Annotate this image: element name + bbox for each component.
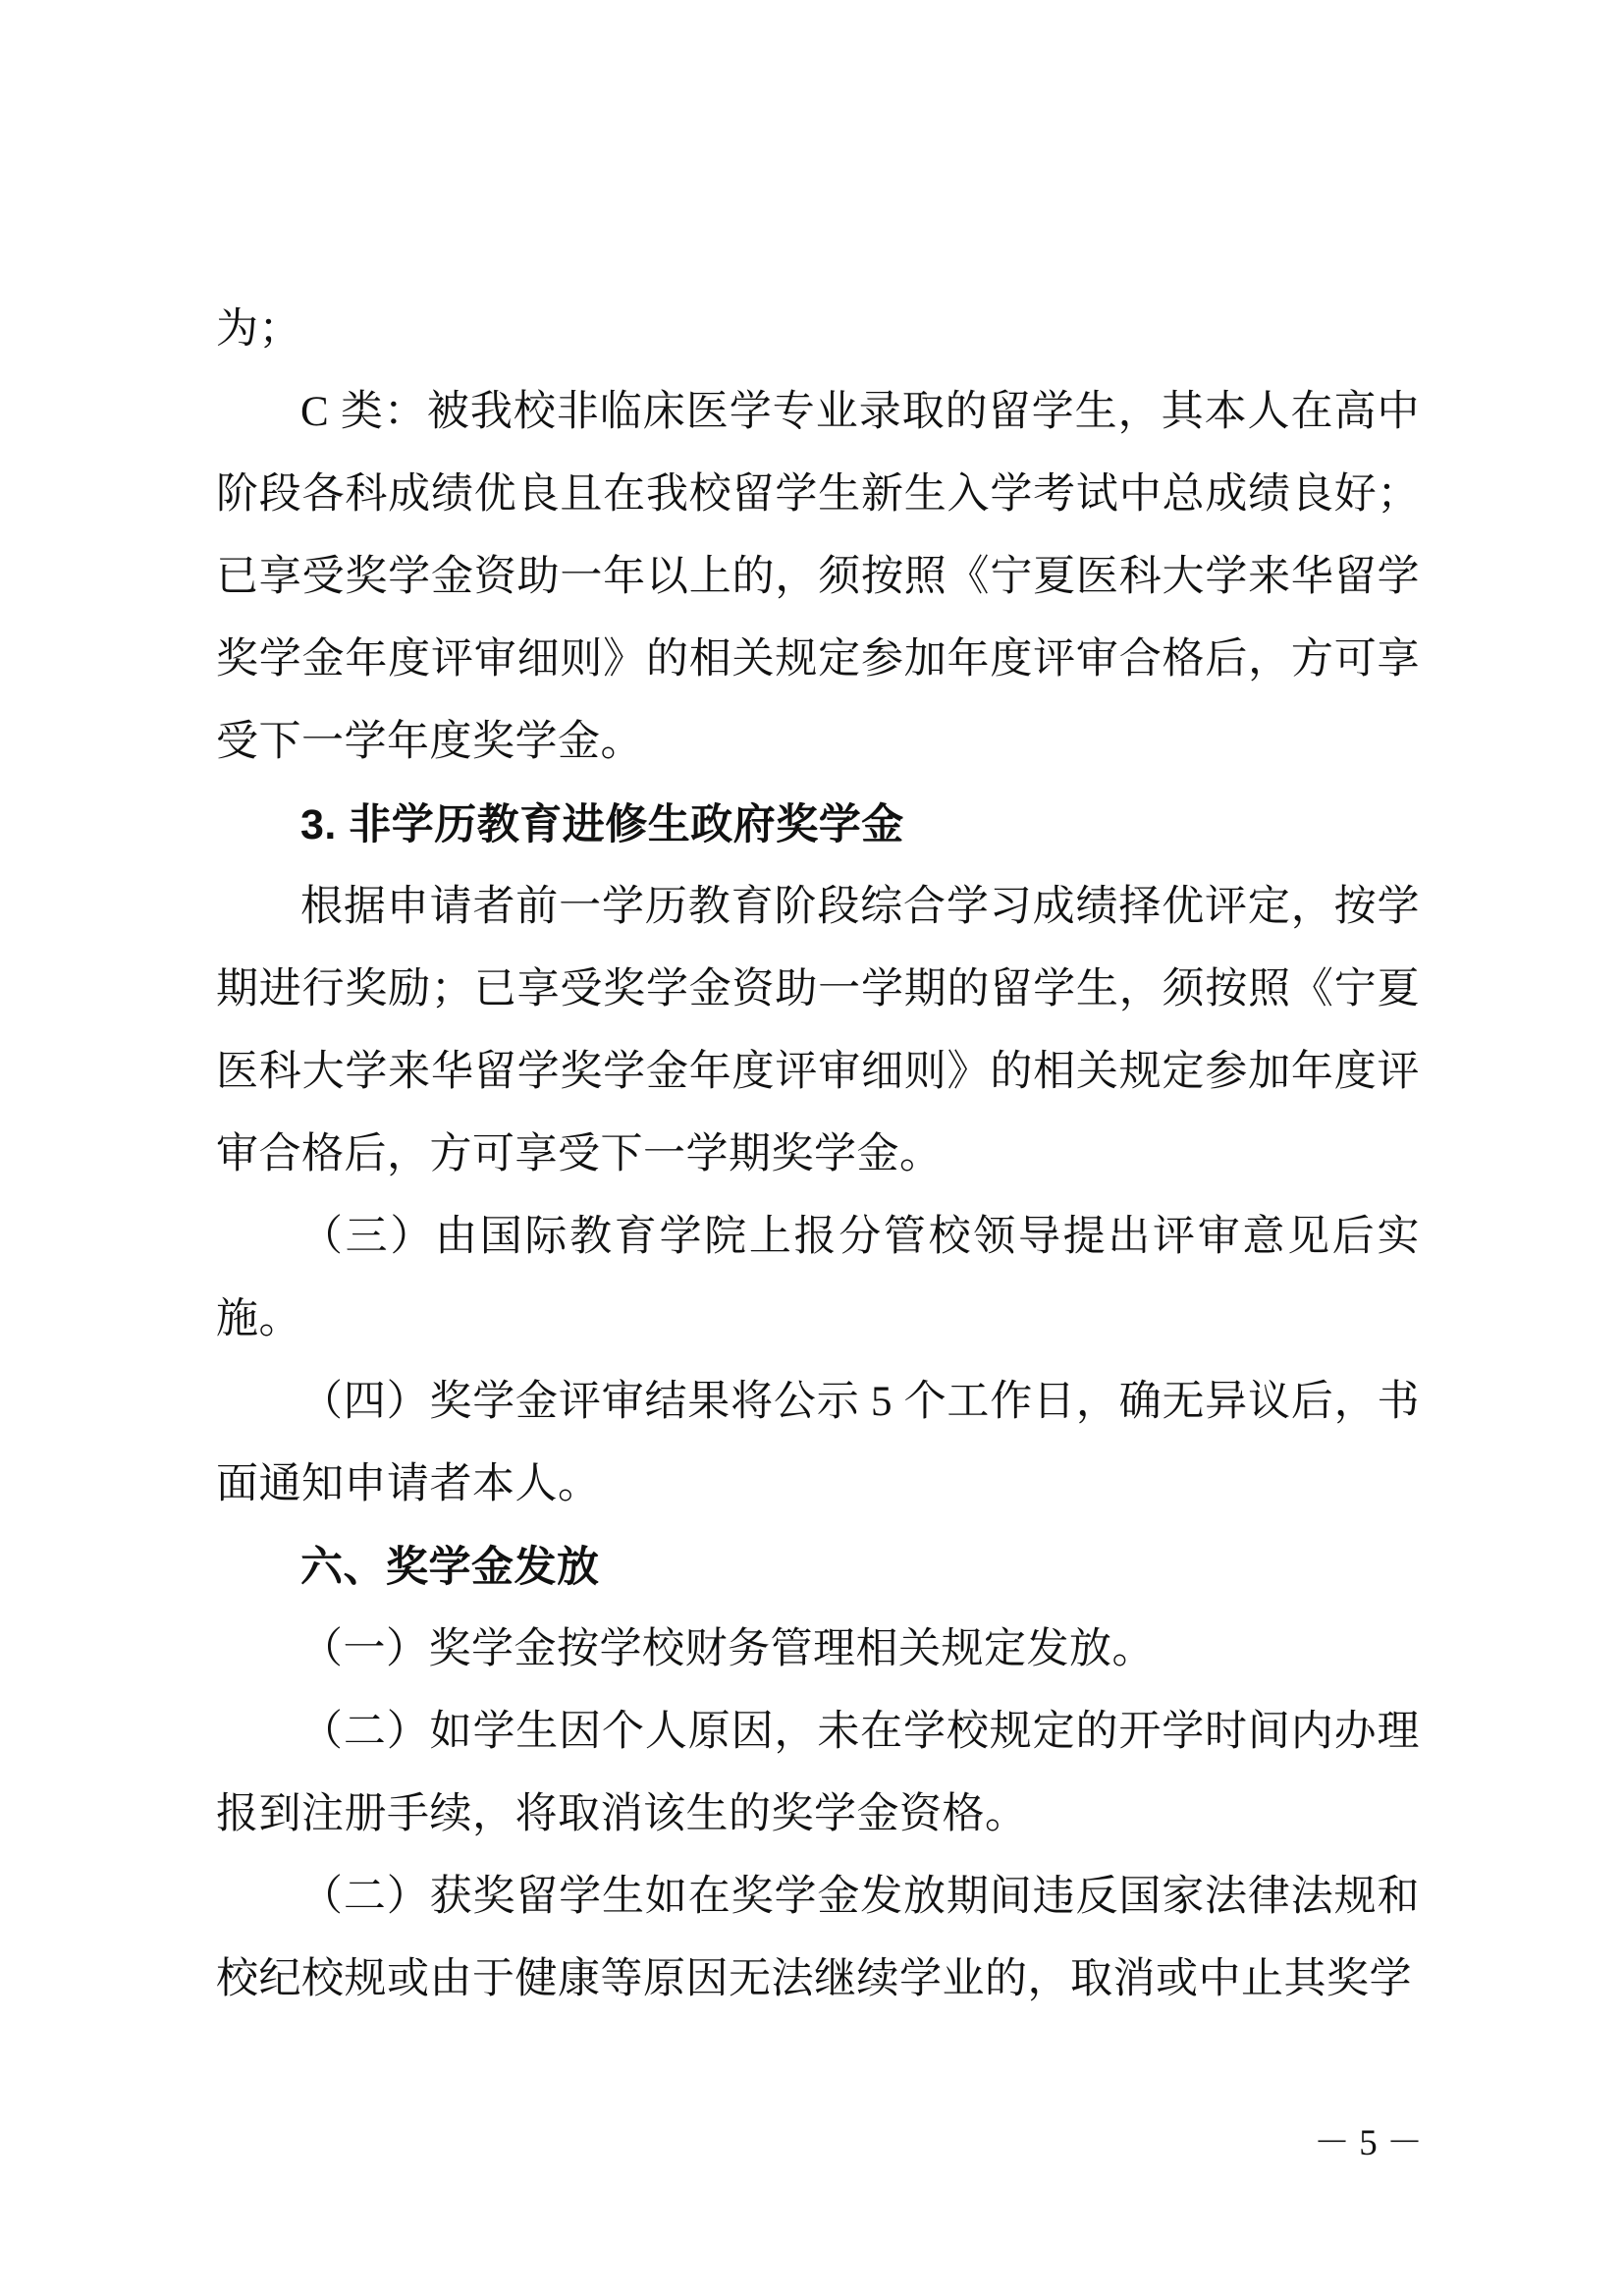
paragraph-class-c-scholarship: C 类：被我校非临床医学专业录取的留学生，其本人在高中阶段各科成绩优良且在我校留学生新生入学考试中总成绩良好；已享受奖学金资助一年以上的，须按照《宁夏医科大学来华留学奖学金年度评审细则》的相关规定参加年度评审合格后，方可享受下一学年度奖学金。: [216, 389, 1420, 765]
document-body: [216, 289, 1420, 2021]
paragraph-disbursement-item-two-b: （二）获奖留学生如在奖学金发放期间违反国家法律法规和校纪校规或由于健康等原因无法继续学业的，取消或中止其奖学: [216, 1874, 1420, 2002]
paragraph-item-four-publicity: （四）奖学金评审结果将公示 5 个工作日，确无异议后，书面通知申请者本人。: [216, 1379, 1420, 1507]
paragraph-continuation: 为；: [216, 306, 301, 353]
heading-scholarship-disbursement: 六、奖学金发放: [300, 1544, 600, 1591]
paragraph-disbursement-item-two: （二）如学生因个人原因，未在学校规定的开学时间内办理报到注册手续，将取消该生的奖学金资格。: [216, 1709, 1420, 1837]
heading-non-degree-scholarship: 3. 非学历教育进修生政府奖学金: [300, 801, 904, 848]
paragraph-non-degree-rules: 根据申请者前一学历教育阶段综合学习成绩择优评定，按学期进行奖励；已享受奖学金资助一学期的留学生，须按照《宁夏医科大学来华留学奖学金年度评审细则》的相关规定参加年度评审合格后，方可享受下一学期奖学金。: [216, 884, 1420, 1177]
paragraph-item-three-review: （三）由国际教育学院上报分管校领导提出评审意见后实施。: [216, 1214, 1420, 1342]
page-number: － 5 －: [1314, 2123, 1423, 2163]
paragraph-disbursement-item-one: （一）奖学金按学校财务管理相关规定发放。: [300, 1626, 1155, 1672]
